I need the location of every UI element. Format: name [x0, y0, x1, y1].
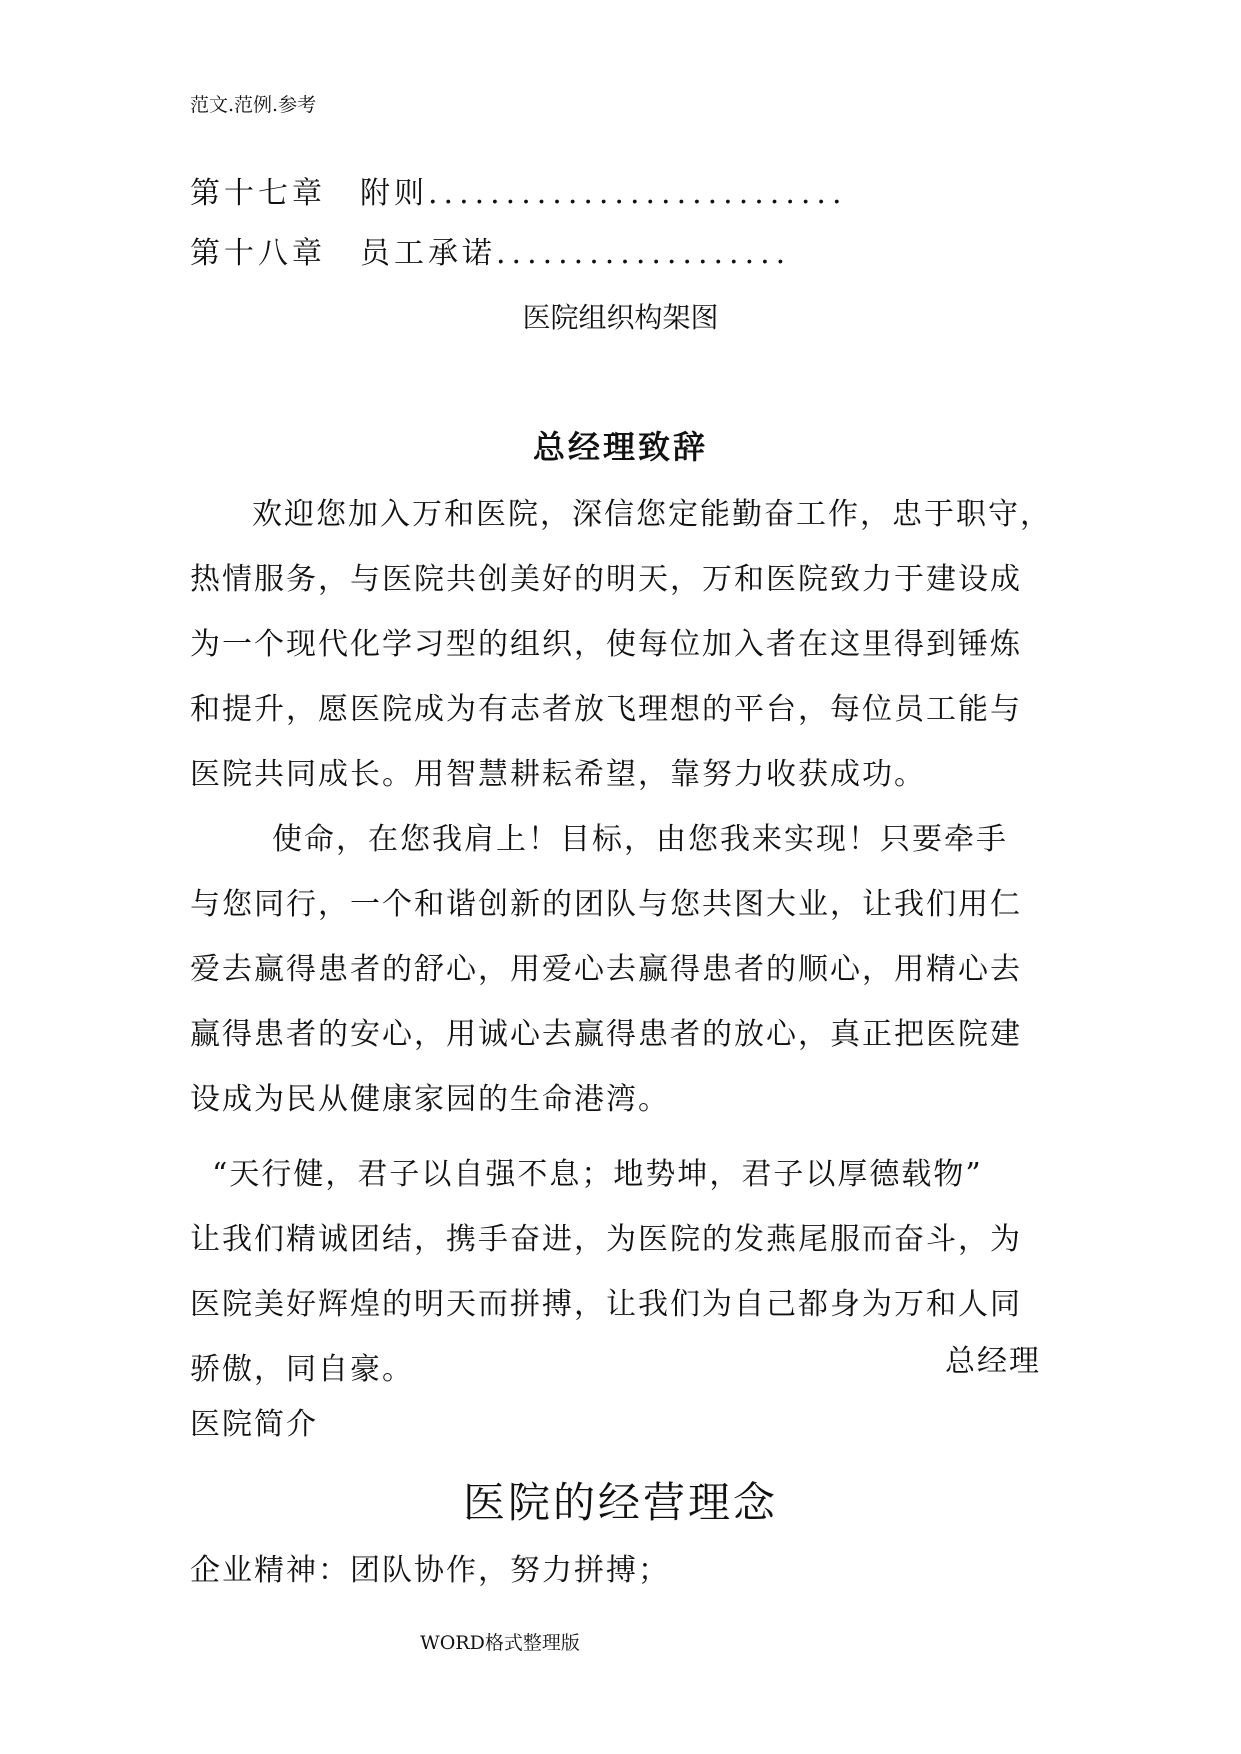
- paragraph-line: 医院共同成长。用智慧耕耘希望，靠努力收获成功。: [190, 757, 926, 792]
- toc-title: 附则: [360, 176, 428, 211]
- paragraph-line: 骄傲，同自豪。: [190, 1352, 414, 1387]
- paragraph-line: 欢迎您加入万和医院，深信您定能勤奋工作，忠于职守，: [252, 497, 1052, 532]
- paragraph-line: 赢得患者的安心，用诚心去赢得患者的放心，真正把医院建: [190, 1017, 1022, 1052]
- paragraph-line: 使命，在您我肩上！目标，由您我来实现！只要牵手: [272, 822, 1008, 857]
- toc-chapter: 第十七章: [190, 176, 326, 211]
- toc-title: 员工承诺: [360, 236, 496, 271]
- toc-entry-17[interactable]: [190, 168, 847, 212]
- enterprise-spirit: 企业精神：团队协作，努力拼搏；: [190, 1553, 670, 1588]
- toc-entry-18[interactable]: [190, 228, 791, 272]
- paragraph-line: 设成为民从健康家园的生命港湾。: [190, 1082, 670, 1117]
- toc-dots: ...........................: [428, 176, 848, 211]
- paragraph-line: 和提升，愿医院成为有志者放飞理想的平台，每位员工能与: [190, 692, 1022, 727]
- org-chart-title: 医院组织构架图: [522, 301, 719, 334]
- page-header: 范文.范例.参考: [190, 94, 317, 116]
- page-footer: WORD格式整理版: [420, 1632, 580, 1654]
- gm-speech-paragraph-2: [190, 807, 1070, 1132]
- gm-signature: 总经理: [945, 1344, 1041, 1379]
- gm-speech-paragraph-3: [190, 1142, 1070, 1402]
- paragraph-line: 爱去赢得患者的舒心，用爱心去赢得患者的顺心，用精心去: [190, 952, 1022, 987]
- gm-speech-title: 总经理致辞: [532, 428, 708, 466]
- paragraph-line: 热情服务，与医院共创美好的明天，万和医院致力于建设成: [190, 562, 1022, 597]
- philosophy-title: 医院的经营理念: [462, 1478, 778, 1527]
- paragraph-line: 与您同行，一个和谐创新的团队与您共图大业，让我们用仁: [190, 887, 1022, 922]
- toc-dots: ...................: [496, 236, 792, 271]
- gm-speech-paragraph-1: [190, 482, 1070, 807]
- paragraph-line: “天行健，君子以自强不息；地势坤，君子以厚德载物”: [212, 1157, 983, 1192]
- toc-chapter: 第十八章: [190, 236, 326, 271]
- paragraph-line: 为一个现代化学习型的组织，使每位加入者在这里得到锤炼: [190, 627, 1022, 662]
- paragraph-line: 医院美好辉煌的明天而拼搏，让我们为自己都身为万和人同: [190, 1287, 1022, 1322]
- hospital-intro-heading: 医院简介: [190, 1407, 318, 1442]
- paragraph-line: 让我们精诚团结，携手奋进，为医院的发燕尾服而奋斗，为: [190, 1222, 1022, 1257]
